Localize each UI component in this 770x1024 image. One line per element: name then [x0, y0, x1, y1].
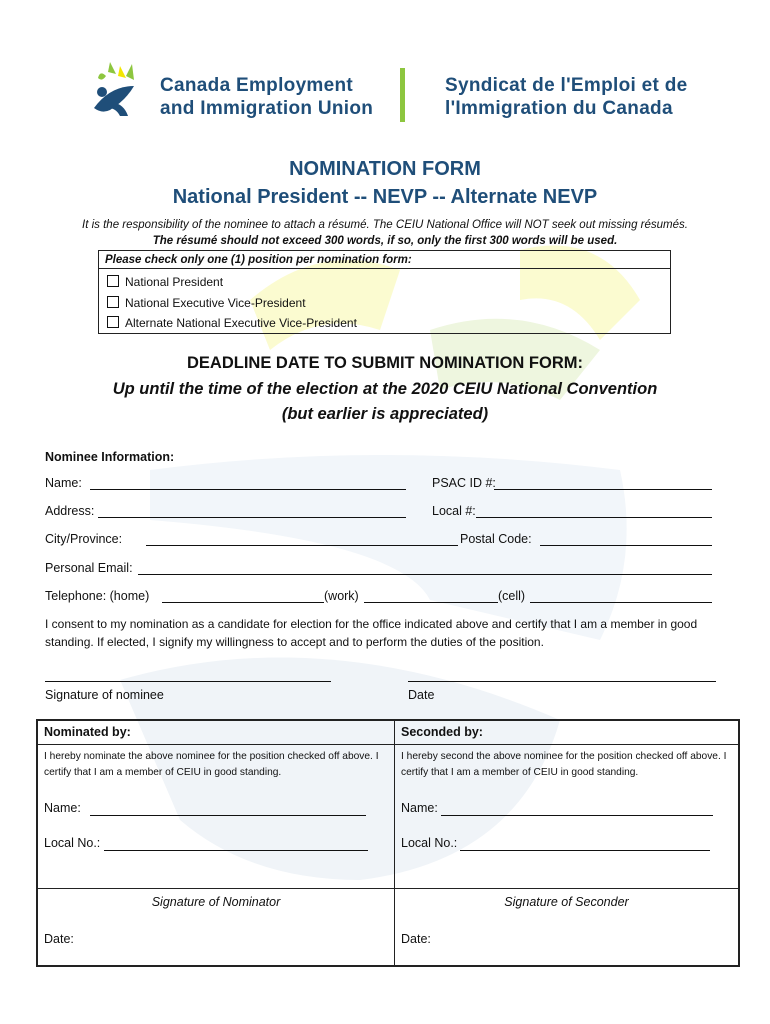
org-name-en-line1: Canada Employment: [160, 75, 354, 96]
address-field[interactable]: [98, 517, 406, 518]
form-title: NOMINATION FORM: [289, 158, 481, 180]
email-label: Personal Email:: [45, 561, 133, 575]
telephone-home-field[interactable]: [162, 602, 324, 603]
org-name-fr: [445, 74, 687, 120]
nominator-name-label: Name:: [44, 801, 81, 815]
logo-divider: [400, 68, 405, 122]
checkbox[interactable]: [107, 316, 119, 328]
nominee-date-field[interactable]: [408, 681, 716, 682]
nominee-signature-field[interactable]: [45, 681, 331, 682]
option-label: National President: [125, 275, 224, 289]
option-alternate-nevp[interactable]: [107, 315, 357, 331]
name-label: Name:: [45, 476, 82, 490]
nominator-local-field[interactable]: [104, 850, 368, 851]
psac-id-label: PSAC ID #:: [432, 476, 496, 490]
org-name-fr-line1: Syndicat de l'Emploi et de: [445, 75, 688, 96]
nominator-local-label: Local No.:: [44, 836, 101, 850]
option-nevp[interactable]: [107, 295, 306, 311]
seconder-name-field[interactable]: [441, 815, 713, 816]
email-field[interactable]: [138, 574, 712, 575]
seconder-date-label[interactable]: Date:: [401, 932, 431, 946]
telephone-cell-label: (cell): [498, 589, 526, 603]
local-field[interactable]: [476, 517, 712, 518]
nominator-statement: I hereby nominate the above nominee for the position checked off above. I certify that I am a member of CEIU in good standing.: [44, 751, 379, 778]
resume-word-limit: The résumé should not exceed 300 words, if so, only the first 300 words will be used.: [152, 235, 618, 247]
form-subtitle: National President -- NEVP -- Alternate NEVP: [172, 186, 598, 208]
deadline-detail: Up until the time of the election at the 2020 CEIU National Convention: [112, 380, 658, 398]
checkbox[interactable]: [107, 275, 119, 287]
nominator-seconder-table: [36, 719, 740, 967]
city-province-label: City/Province:: [45, 532, 123, 546]
resume-note: It is the responsibility of the nominee to attach a résumé. The CEIU National Office will NOT seek out missing résumés.: [82, 219, 688, 231]
nominator-name-field[interactable]: [90, 815, 366, 816]
nominee-date-label: Date: [408, 688, 435, 702]
address-label: Address:: [45, 504, 95, 518]
nominee-signature-label: Signature of nominee: [45, 688, 164, 702]
telephone-work-field[interactable]: [364, 602, 498, 603]
seconder-name-label: Name:: [401, 801, 438, 815]
telephone-home-label: Telephone: (home): [45, 589, 150, 603]
telephone-cell-field[interactable]: [530, 602, 712, 603]
org-name-en-line2: and Immigration Union: [160, 98, 374, 119]
org-name-fr-line2: l'Immigration du Canada: [445, 98, 673, 119]
seconder-heading: Seconded by:: [401, 725, 483, 739]
seconder-local-label: Local No.:: [401, 836, 458, 850]
table-header-divider: [38, 744, 738, 745]
postal-code-field[interactable]: [540, 545, 712, 546]
local-label: Local #:: [432, 504, 476, 518]
table-signature-divider: [38, 888, 738, 889]
city-province-field[interactable]: [146, 545, 458, 546]
nominee-info-heading: Nominee Information:: [45, 450, 175, 464]
seconder-local-field[interactable]: [460, 850, 710, 851]
postal-code-label: Postal Code:: [460, 532, 532, 546]
position-instructions: Please check only one (1) position per nomination form:: [99, 251, 670, 269]
telephone-work-label: (work): [324, 589, 359, 603]
deadline-note: (but earlier is appreciated): [281, 405, 489, 423]
name-field[interactable]: [90, 489, 406, 490]
option-national-president[interactable]: [107, 274, 223, 290]
nominator-signature-label[interactable]: Signature of Nominator: [151, 895, 281, 909]
nominator-heading: Nominated by:: [44, 725, 131, 739]
ceiu-logo-icon: [90, 60, 150, 120]
deadline-heading: DEADLINE DATE TO SUBMIT NOMINATION FORM:: [187, 354, 583, 372]
checkbox[interactable]: [107, 296, 119, 308]
nominator-date-label[interactable]: Date:: [44, 932, 74, 946]
seconder-signature-label[interactable]: Signature of Seconder: [504, 895, 629, 909]
position-selection-box: [98, 250, 671, 334]
psac-id-field[interactable]: [494, 489, 712, 490]
seconder-statement: I hereby second the above nominee for the position checked off above. I certify that I am a member of CEIU in good standing.: [401, 751, 727, 778]
table-column-divider: [394, 721, 395, 965]
consent-statement: I consent to my nomination as a candidate for election for the office indicated above and certify that I am a member in good standing. If elected, I signify my willingness to accept and to perform the duties of the position.: [45, 617, 698, 649]
option-label: Alternate National Executive Vice-President: [125, 316, 357, 330]
option-label: National Executive Vice-President: [125, 296, 306, 310]
org-name-en: [160, 74, 373, 120]
